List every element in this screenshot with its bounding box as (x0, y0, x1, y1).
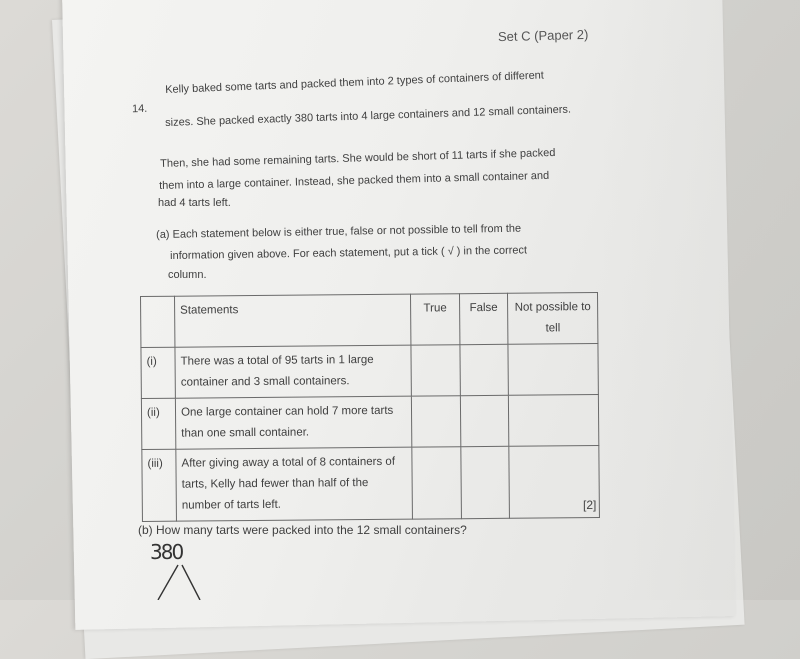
row-statement: One large container can hold 7 more tarts than one small container. (175, 396, 412, 449)
part-a-line-1: (a) Each statement below is either true, false or not possible to tell from the (156, 222, 522, 241)
header-not-possible: Not possible to tell (508, 293, 598, 345)
table-row (141, 395, 598, 450)
tick-cell-not-possible[interactable] (508, 344, 598, 396)
question-line-1: Kelly baked some tarts and packed them into 2 types of containers of different (165, 69, 545, 96)
row-number: (iii) (142, 449, 177, 521)
part-b-question: (b) How many tarts were packed into the 12 small containers? (138, 523, 467, 537)
tick-cell-not-possible[interactable] (509, 395, 599, 447)
row-statement: There was a total of 95 tarts in 1 large container and 3 small containers. (175, 345, 412, 398)
paper-set-label: Set C (Paper 2) (497, 26, 589, 45)
tick-cell-true[interactable] (412, 447, 461, 519)
header-num-cell (141, 296, 175, 347)
header-statements: Statements (175, 294, 412, 347)
tick-cell-true[interactable] (412, 396, 461, 447)
part-a-line-2: information given above. For each statement, put a tick ( √ ) in the correct (170, 244, 528, 262)
tick-cell-true[interactable] (411, 345, 460, 396)
tick-cell-false[interactable] (460, 395, 509, 446)
question-number: 14. (131, 102, 148, 116)
table-row (142, 446, 600, 522)
tick-cell-false[interactable] (460, 344, 509, 395)
row-number: (ii) (141, 398, 175, 449)
header-true: True (411, 294, 460, 345)
table-header-row (141, 293, 598, 348)
question-line-3: Then, she had some remaining tarts. She would be short of 11 tarts if she packed (160, 146, 556, 170)
tick-cell-false[interactable] (461, 446, 510, 518)
header-false: False (459, 293, 508, 344)
table-row (141, 344, 598, 399)
statements-table (140, 292, 600, 522)
question-line-2: sizes. She packed exactly 380 tarts into 4 large containers and 12 small containers. (165, 103, 572, 129)
handwritten-answer: 380 (150, 540, 183, 564)
row-number: (i) (141, 347, 175, 398)
question-line-4: them into a large container. Instead, she packed them into a small container and (159, 169, 550, 192)
row-statement: After giving away a total of 8 containers of tarts, Kelly had fewer than half of the number of tarts left. (176, 447, 413, 521)
marks-label: [2] (583, 498, 597, 512)
part-a-line-3: column. (168, 269, 207, 281)
question-line-5: had 4 tarts left. (158, 197, 231, 209)
